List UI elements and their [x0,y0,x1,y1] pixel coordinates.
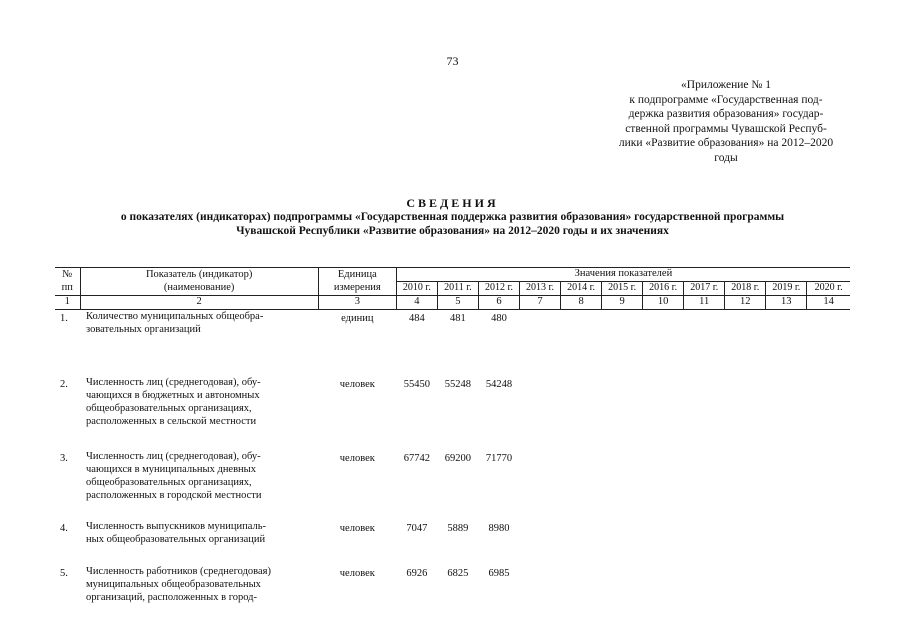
header-indicator [80,268,318,296]
header-year: 2015 г. [602,282,643,296]
value-2012: 6985 [488,567,510,579]
column-number: 6 [478,296,519,310]
value-2012: 480 [491,313,507,324]
row-index: 4. [60,522,68,534]
row-indicator-name [80,565,318,607]
value-2011: 5889 [447,522,469,534]
column-number: 8 [561,296,602,310]
column-number: 4 [396,296,437,310]
indicator-name-line: общеобразовательных организациях, [86,476,252,488]
header-no-line: пп [61,281,73,293]
indicator-name-line: чающихся в муниципальных дневных [86,463,256,475]
header-unit-line: измерения [333,281,381,293]
row-unit: человек [339,567,375,579]
indicator-name-line: Численность лиц (среднегодовая), обу- [86,376,261,388]
indicator-name-line: организаций, расположенных в город- [86,591,258,603]
indicator-name-line: зовательных организаций [86,324,201,335]
appendix-line: держка развития образования» государ- [628,108,824,120]
subtitle-line: о показателях (индикаторах) подпрограммы «Государственная поддержка развития образования» государственной программы [120,211,785,223]
header-unit [318,268,396,296]
header-year: 2020 г. [807,282,850,296]
appendix-line: годы [714,151,738,164]
header-year: 2010 г. [396,282,437,296]
row-index: 1. [60,313,68,324]
value-2010: 6926 [406,567,428,579]
header-year: 2012 г. [478,282,519,296]
value-2010: 67742 [403,452,430,464]
indicator-name-line: Количество муниципальных общеобра- [86,311,264,322]
indicator-name-line: ных общеобразовательных организаций [86,533,266,545]
row-indicator-name [80,450,318,520]
row-index: 3. [60,452,68,464]
document-subtitle [0,210,905,238]
column-number: 2 [80,296,318,310]
indicator-name-line: Численность выпускников муниципаль- [86,520,266,532]
table-row [55,450,850,520]
indicator-name-line: муниципальных общеобразовательных [86,578,261,590]
subtitle-line: Чувашской Республики «Развитие образования» на 2012–2020 годы и их значениях [236,225,669,237]
header-unit-line: Единица [337,269,377,280]
header-year: 2018 г. [725,282,766,296]
column-number: 11 [684,296,725,310]
row-unit: человек [339,522,375,534]
header-year: 2011 г. [437,282,478,296]
header-indicator-line: Показатель (индикатор) [145,269,253,280]
value-2012: 71770 [485,452,513,464]
header-indicator-line: (наименование) [163,281,235,293]
value-2011: 481 [450,313,466,324]
row-indicator-name [80,520,318,565]
value-2012: 54248 [485,378,513,390]
header-year: 2016 г. [643,282,684,296]
header-year: 2014 г. [561,282,602,296]
column-number: 9 [602,296,643,310]
header-year: 2019 г. [766,282,807,296]
column-number: 12 [725,296,766,310]
indicator-name-line: расположенных в городской местности [86,489,262,501]
appendix-note [600,78,852,165]
indicators-table [55,267,850,607]
row-index: 5. [60,567,68,579]
header-year: 2017 г. [684,282,725,296]
appendix-line: лики «Развитие образования» на 2012–2020 [618,137,834,149]
row-unit: человек [339,378,375,390]
table-row [55,565,850,607]
header-no [55,268,80,296]
row-indicator-name [80,310,318,376]
row-unit: единиц [341,313,374,324]
appendix-line: к подпрограмме «Государственная под- [629,93,823,106]
header-no-line: № [62,269,73,280]
row-indicator-name [80,376,318,450]
value-2011: 6825 [447,567,469,579]
indicator-name-line: чающихся в бюджетных и автономных [86,389,260,401]
indicator-name-line: общеобразовательных организациях, [86,402,252,414]
column-number: 3 [318,296,396,310]
document-heading: СВЕДЕНИЯ [406,196,499,210]
value-2010: 55450 [403,378,430,390]
column-number: 7 [520,296,561,310]
appendix-line: «Приложение № 1 [681,79,771,91]
row-unit: человек [339,452,375,464]
value-2010: 7047 [406,522,428,534]
value-2010: 484 [409,313,425,324]
appendix-line: ственной программы Чувашской Респуб- [625,122,827,135]
table-row [55,520,850,565]
value-2012: 8980 [488,522,510,534]
header-values: Значения показателей [396,268,850,282]
column-number: 1 [55,296,80,310]
column-number: 14 [807,296,850,310]
value-2011: 69200 [444,452,472,464]
row-index: 2. [60,378,68,390]
header-year: 2013 г. [520,282,561,296]
value-2011: 55248 [444,378,472,390]
page-number: 73 [446,54,459,68]
table-row [55,310,850,376]
indicator-name-line: Численность работников (среднегодовая) [86,565,271,577]
column-number: 10 [643,296,684,310]
indicator-name-line: расположенных в сельской местности [86,415,257,427]
column-number: 5 [437,296,478,310]
column-number: 13 [766,296,807,310]
indicator-name-line: Численность лиц (среднегодовая), обу- [86,450,261,462]
table-row [55,376,850,450]
